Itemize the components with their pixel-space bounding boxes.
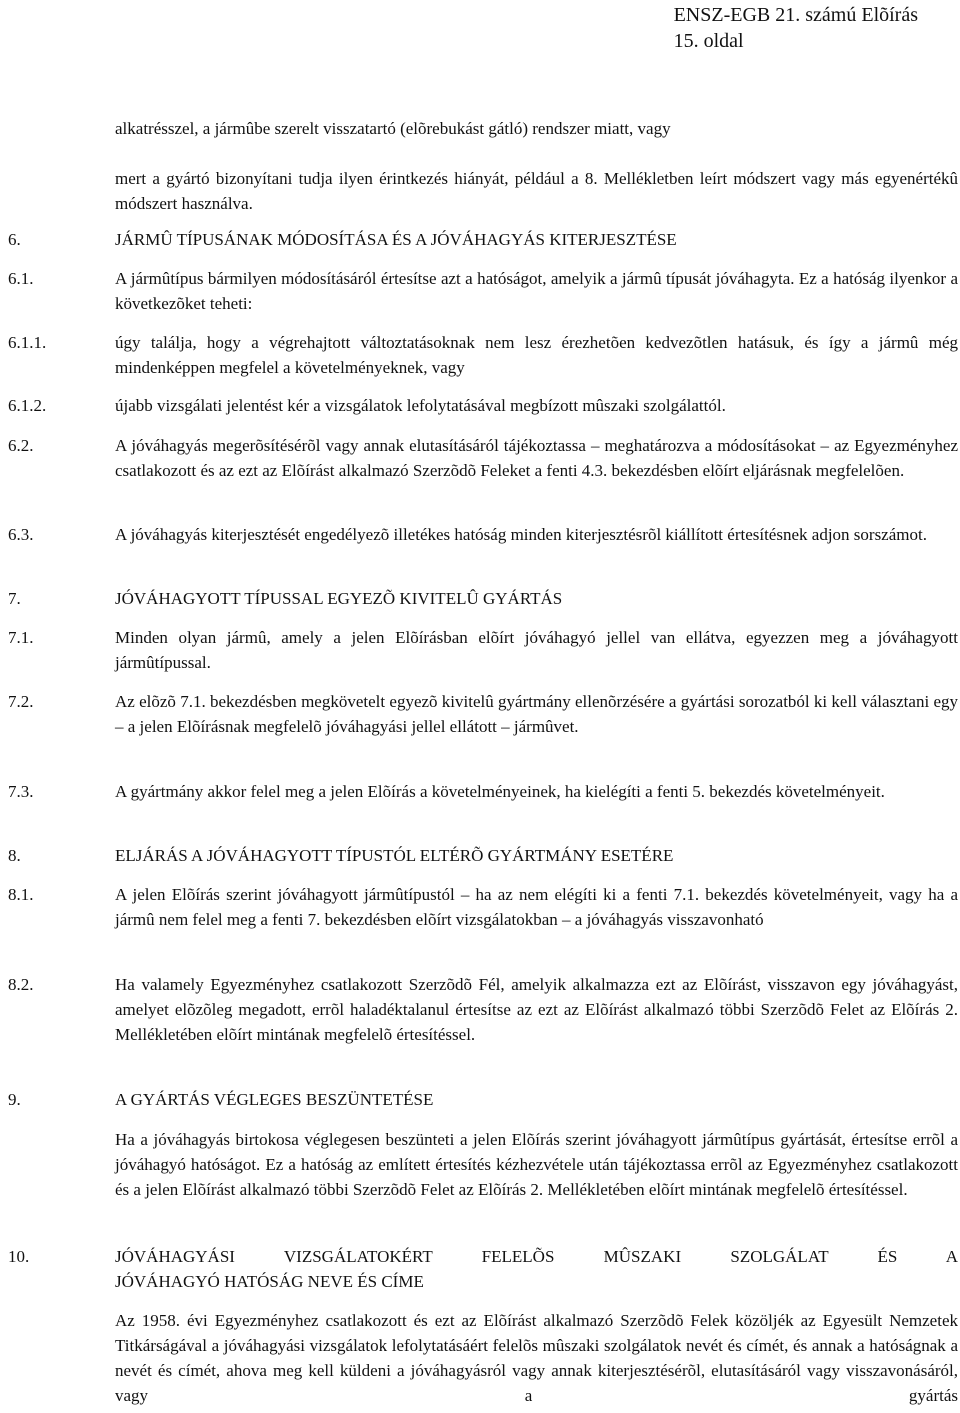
section-number: 6.3. <box>8 525 34 544</box>
section-text: Ha a jóváhagyás birtokosa véglegesen beszünteti a jelen Elõírás szerint jóváhagyott jármûtípus gyártását, értesítse errõl a jóváhagyó hatóságot. Ez a hatóság az említett értesítés kézhezvétele után tájékoztassa errõl az Egyezményhez csatlakozott és a jelen Elõírást alkalmazó többi Szerzõdõ Felet az Elõírás 2. Mellékletében elõírt mintának megfelelõ értesítéssel. <box>115 1130 958 1199</box>
section-number: 7.3. <box>8 782 34 801</box>
section-text: Az elõzõ 7.1. bekezdésben megkövetelt egyezõ kivitelû gyártmány ellenõrzésére a gyártási sorozatból ki kell választani egy – a jelen Elõírásnak megfelelõ jóváhagyási jellel ellátott – jármûvet. <box>115 692 958 736</box>
section-number: 6.1.2. <box>8 396 47 415</box>
section-text: Az 1958. évi Egyezményhez csatlakozott és ezt az Elõírást alkalmazó Szerzõdõ Felek közöljék az Egyesült Nemzetek Titkárságával a jóváhagyási vizsgálatok lefolytatásáért felelõs mûszaki szolgálatok nevét és címét, és annak a hatóságnak a nevét és címét, ahova meg kell küldeni a jóváhagyásról vagy annak kiterjesztésérõl, elutasításáról vagy visszavonásáról, vagy a gyártás <box>115 1311 958 1405</box>
section-number: 6.2. <box>8 436 34 455</box>
section-number: 8.1. <box>8 885 34 904</box>
section-text: A jelen Elõírás szerint jóváhagyott jármûtípustól – ha az nem elégíti ki a fenti 7.1. bekezdés követelményeit, vagy ha a jármû nem felel meg a fenti 7. bekezdésben elõírt vizsgálatokban – a jóváhagyás visszavonható <box>115 885 958 929</box>
section-text: A gyártmány akkor felel meg a jelen Elõírás a követelményeinek, ha kielégíti a fenti 5. bekezdés követelményeit. <box>115 782 885 801</box>
page-number: 15. oldal <box>673 30 744 52</box>
section-title: JÓVÁHAGYOTT TÍPUSSAL EGYEZÕ KIVITELÛ GYÁRTÁS <box>115 589 563 608</box>
section-text: úgy találja, hogy a végrehajtott változtatásoknak nem lesz érezhetõen kedvezõtlen hatásuk, és így a jármû még mindenképpen megfelel a követelményeknek, vagy <box>115 333 958 377</box>
section-number: 6.1.1. <box>8 333 47 352</box>
section-text: újabb vizsgálati jelentést kér a vizsgálatok lefolytatásával megbízott mûszaki szolgálattól. <box>115 396 726 415</box>
section-title: JÁRMÛ TÍPUSÁNAK MÓDOSÍTÁSA ÉS A JÓVÁHAGYÁS KITERJESZTÉSE <box>115 230 677 249</box>
section-number: 10. <box>8 1247 30 1266</box>
section-number: 7.2. <box>8 692 34 711</box>
section-text: Minden olyan jármû, amely a jelen Elõírásban elõírt jóváhagyó jellel van ellátva, egyezzen meg a jóváhagyott jármûtípussal. <box>115 628 958 672</box>
section-text: A jóváhagyás kiterjesztését engedélyezõ illetékes hatóság minden kiterjesztésrõl kiállított értesítésnek adjon sorszámot. <box>115 525 927 544</box>
section-title-line-1: JÓVÁHAGYÁSI VIZSGÁLATOKÉRT FELELÕS MÛSZAKI SZOLGÁLAT ÉS A <box>115 1247 958 1266</box>
section-text: A jármûtípus bármilyen módosításáról értesítse azt a hatóságot, amelyik a jármû típusát jóváhagyta. Ez a hatóság ilyenkor a következõket teheti: <box>115 269 958 313</box>
section-number: 9. <box>8 1090 21 1109</box>
section-number: 6.1. <box>8 269 34 288</box>
page-header <box>674 2 918 54</box>
section-title-line-2: JÓVÁHAGYÓ HATÓSÁG NEVE ÉS CÍME <box>115 1272 424 1291</box>
section-number: 7.1. <box>8 628 34 647</box>
section-title <box>115 1244 958 1294</box>
section-number: 8. <box>8 846 21 865</box>
intro-paragraph-1: alkatrésszel, a jármûbe szerelt visszatartó (elõrebukást gátló) rendszer miatt, vagy <box>115 119 671 138</box>
section-number: 8.2. <box>8 975 34 994</box>
intro-paragraph-2: mert a gyártó bizonyítani tudja ilyen érintkezés hiányát, például a 8. Mellékletben leírt módszert vagy más egyenértékû módszert használva. <box>115 169 958 213</box>
section-title: A GYÁRTÁS VÉGLEGES BESZÜNTETÉSE <box>115 1090 434 1109</box>
section-number: 6. <box>8 230 21 249</box>
section-text: Ha valamely Egyezményhez csatlakozott Szerzõdõ Fél, amelyik alkalmazza ezt az Elõírást, visszavon egy jóváhagyást, amelyet elõzõleg megadott, errõl haladéktalanul értesítse az ezt az Elõírást alkalmazó többi Szerzõdõ Felet az Elõírás 2. Mellékletében elõírt mintának megfelelõ értesítéssel. <box>115 975 958 1044</box>
section-number: 7. <box>8 589 21 608</box>
regulation-title: ENSZ-EGB 21. számú Elõírás <box>673 4 918 26</box>
section-text: A jóváhagyás megerõsítésérõl vagy annak elutasításáról tájékoztassa – meghatározva a módosításokat – az Egyezményhez csatlakozott és az ezt az Elõírást alkalmazó Szerzõdõ Feleket a fenti 4.3. bekezdésben elõírt eljárásnak megfelelõen. <box>115 436 958 480</box>
section-title: ELJÁRÁS A JÓVÁHAGYOTT TÍPUSTÓL ELTÉRÕ GYÁRTMÁNY ESETÉRE <box>115 846 674 865</box>
